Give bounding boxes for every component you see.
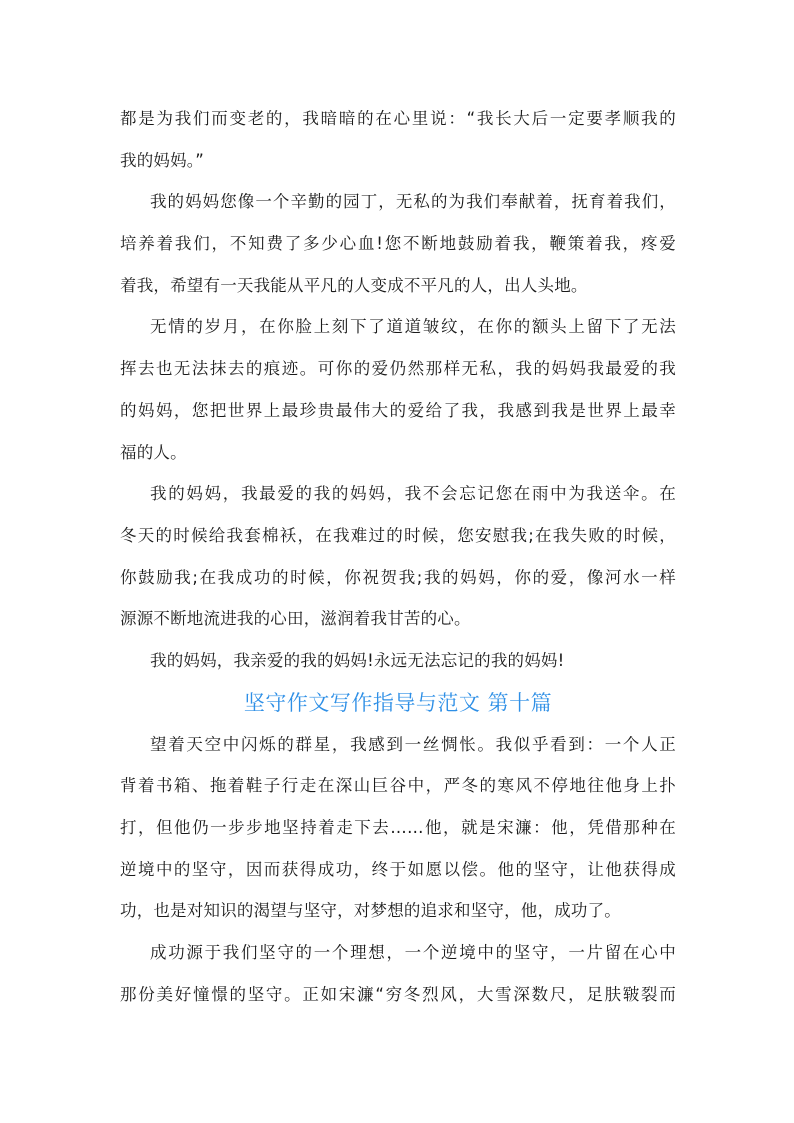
text-line: 无情的岁月，在你脸上刻下了道道皱纹，在你的额头上留下了无法 (150, 317, 676, 337)
paragraph (120, 98, 676, 181)
text-line: 冬天的时候给我套棉袄，在我难过的时候，您安慰我;在我失败的时候， (120, 525, 676, 545)
text-line: 我的妈妈，我最爱的我的妈妈，我不会忘记您在雨中为我送伞。在 (150, 484, 676, 504)
text-line: 培养着我们，不知费了多少心血!您不断地鼓励着我，鞭策着我，疼爱 (120, 234, 676, 254)
text-line: 我的妈妈。” (120, 150, 204, 170)
paragraph (120, 724, 676, 932)
text-line: 的妈妈，您把世界上最珍贵最伟大的爱给了我，我感到我是世界上最幸 (120, 400, 676, 420)
text-line: 你鼓励我;在我成功的时候，你祝贺我;我的妈妈，你的爱，像河水一样 (120, 567, 676, 587)
text-line: 打，但他仍一步步地坚持着走下去……他，就是宋濂：他，凭借那种在 (120, 818, 676, 837)
text-line: 着我，希望有一天我能从平凡的人变成不平凡的人，出人头地。 (120, 275, 588, 295)
text-line: 我的妈妈，我亲爱的我的妈妈!永远无法忘记的我的妈妈! (150, 650, 565, 670)
text-line: 逆境中的坚守，因而获得成功，终于如愿以偿。他的坚守，让他获得成 (120, 859, 676, 879)
text-line: 成功源于我们坚守的一个理想，一个逆境中的坚守，一片留在心中 (150, 943, 676, 963)
document-page (120, 98, 676, 1015)
paragraph (120, 932, 676, 1015)
text-line: 功，也是对知识的渴望与坚守，对梦想的追求和坚守，他，成功了。 (120, 901, 621, 921)
text-line: 福的人。 (120, 442, 187, 462)
paragraph (120, 181, 676, 306)
text-line: 挥去也无法抹去的痕迹。可你的爱仍然那样无私，我的妈妈我最爱的我 (120, 359, 676, 379)
text-line: 都是为我们而变老的，我暗暗的在心里说：“我长大后一定要孝顺我的 (120, 109, 676, 128)
text-line: 那份美好憧憬的坚守。正如宋濂“穷冬烈风，大雪深数尺，足肤皲裂而 (120, 984, 676, 1004)
text-line: 源源不断地流进我的心田，滋润着我甘苦的心。 (120, 609, 471, 629)
text-line: 背着书箱、拖着鞋子行走在深山巨谷中，严冬的寒风不停地往他身上扑 (120, 776, 676, 796)
paragraph (120, 473, 676, 640)
text-line: 望着天空中闪烁的群星，我感到一丝惆怅。我似乎看到：一个人正 (150, 734, 676, 754)
text-line: 我的妈妈您像一个辛勤的园丁，无私的为我们奉献着，抚育着我们， (150, 192, 676, 212)
paragraph (120, 306, 676, 473)
paragraph (120, 640, 676, 682)
section-heading: 坚守作文写作指导与范文 第十篇 (243, 690, 553, 715)
